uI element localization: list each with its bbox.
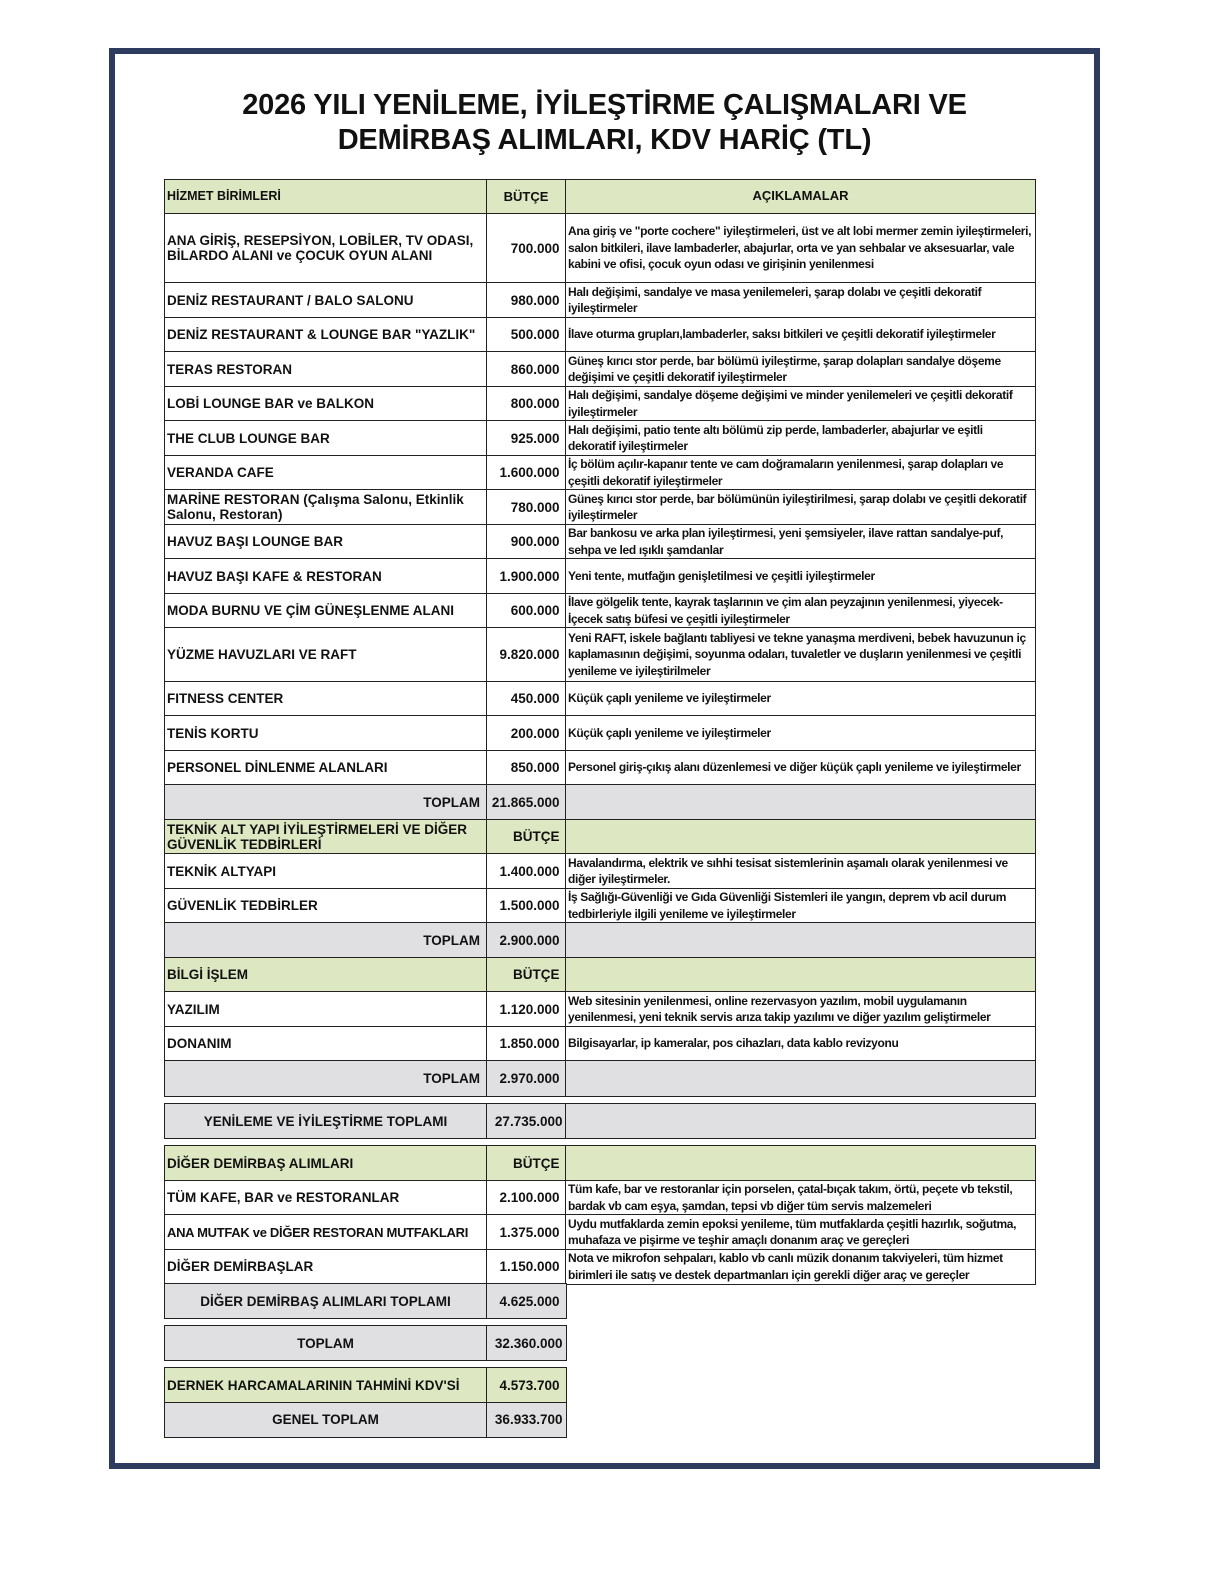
- services-total-value: 21.865.000: [486, 784, 567, 820]
- table-row: [164, 351, 1036, 387]
- summary-total-row: [164, 1325, 567, 1361]
- technical-total-empty: [565, 922, 1036, 958]
- fixtures-total-value: 4.625.000: [486, 1283, 567, 1319]
- title-line-2: DEMİRBAŞ ALIMLARI, KDV HARİÇ (TL): [337, 124, 872, 156]
- services-total-row: [164, 784, 1036, 820]
- it-header-row: [164, 957, 1036, 993]
- fixtures-budget: 1.375.000: [486, 1214, 567, 1250]
- grand-total-label: GENEL TOPLAM: [164, 1402, 487, 1438]
- header-budget: BÜTÇE: [486, 179, 567, 214]
- it-total-row: [164, 1060, 1036, 1097]
- it-description: Web sitesinin yenilenmesi, online rezervasyon yazılım, mobil uygulamanın yenilenmesi, yeni teknik servis arıza takip yazılımı ve diğer yazılım geliştirmeler: [565, 991, 1036, 1027]
- service-description: Yeni tente, mutfağın genişletilmesi ve çeşitli iyileştirmeler: [565, 558, 1036, 594]
- fixtures-name: DİĞER DEMİRBAŞLAR: [164, 1249, 487, 1285]
- it-name: YAZILIM: [164, 991, 487, 1027]
- renovation-total-label: YENİLEME VE İYİLEŞTİRME TOPLAMI: [164, 1103, 487, 1139]
- technical-description: İş Sağlığı-Güvenliği ve Gıda Güvenliği Sistemleri ile yangın, deprem vb acil durum tedbirleriyle ilgili yenileme ve iyileştirmeler: [565, 888, 1036, 924]
- table-row: [164, 1026, 1036, 1062]
- service-name: MODA BURNU VE ÇİM GÜNEŞLENME ALANI: [164, 593, 487, 629]
- table-row: [164, 1249, 1036, 1285]
- service-description: Yeni RAFT, iskele bağlantı tabliyesi ve tekne yanaşma merdiveni, bebek havuzunun iç kaplamasının değişimi, soyunma odaları, tuvaletler ve duşların yenilenmesi ve çeşitli yenileme ve iyileştirilmeler: [565, 627, 1036, 682]
- service-name: DENİZ RESTAURANT & LOUNGE BAR "YAZLIK": [164, 317, 487, 353]
- renovation-total-value: 27.735.000: [486, 1103, 567, 1139]
- technical-total-label: TOPLAM: [164, 922, 487, 958]
- service-description: Bar bankosu ve arka plan iyileştirmesi, yeni şemsiyeler, ilave rattan sandalye-puf, sehpa ve led ışıklı şamdanlar: [565, 524, 1036, 560]
- it-name: DONANIM: [164, 1026, 487, 1062]
- service-budget: 980.000: [486, 282, 567, 318]
- service-description: Halı değişimi, patio tente altı bölümü zip perde, lambaderler, abajurlar ve eşitli dekoratif iyileştirmeler: [565, 420, 1036, 456]
- service-name: DENİZ RESTAURANT / BALO SALONU: [164, 282, 487, 318]
- table-row: [164, 853, 1036, 889]
- vat-label: DERNEK HARCAMALARININ TAHMİNİ KDV'Sİ: [164, 1367, 487, 1403]
- services-total-label: TOPLAM: [164, 784, 487, 820]
- service-budget: 800.000: [486, 386, 567, 422]
- table-row: [164, 386, 1036, 422]
- service-budget: 1.900.000: [486, 558, 567, 594]
- it-header: BİLGİ İŞLEM: [164, 957, 487, 993]
- page-title: [109, 88, 1100, 158]
- technical-name: GÜVENLİK TEDBİRLER: [164, 888, 487, 924]
- service-name: MARİNE RESTORAN (Çalışma Salonu, Etkinlik Salonu, Restoran): [164, 489, 487, 525]
- fixtures-budget: 1.150.000: [486, 1249, 567, 1285]
- service-budget: 200.000: [486, 715, 567, 751]
- fixtures-budget-label: BÜTÇE: [486, 1145, 567, 1181]
- service-description: Halı değişimi, sandalye döşeme değişimi ve minder yenilemeleri ve çeşitli dekoratif iyileştirmeler: [565, 386, 1036, 422]
- it-total-label: TOPLAM: [164, 1060, 487, 1097]
- title-line-1: 2026 YILI YENİLEME, İYİLEŞTİRME ÇALIŞMALARI VE: [242, 89, 967, 121]
- service-description: Güneş kırıcı stor perde, bar bölümü iyileştirme, şarap dolapları sandalye döşeme değişimi ve çeşitli dekoratif iyileştirmeler: [565, 351, 1036, 387]
- fixtures-name: TÜM KAFE, BAR ve RESTORANLAR: [164, 1180, 487, 1216]
- service-description: Küçük çaplı yenileme ve iyileştirmeler: [565, 715, 1036, 751]
- it-budget: 1.850.000: [486, 1026, 567, 1062]
- service-name: PERSONEL DİNLENME ALANLARI: [164, 750, 487, 786]
- renovation-total-row: [164, 1103, 1036, 1139]
- table-row: [164, 750, 1036, 786]
- table-row: [164, 455, 1036, 491]
- grand-total-value: 36.933.700: [486, 1402, 567, 1438]
- fixtures-header-row: [164, 1145, 1036, 1181]
- fixtures-total-label: DİĞER DEMİRBAŞ ALIMLARI TOPLAMI: [164, 1283, 487, 1319]
- grand-total-row: [164, 1402, 567, 1438]
- service-description: İlave oturma grupları,lambaderler, saksı bitkileri ve çeşitli dekoratif iyileştirmeler: [565, 317, 1036, 353]
- technical-total-value: 2.900.000: [486, 922, 567, 958]
- table-row: [164, 420, 1036, 456]
- fixtures-header: DİĞER DEMİRBAŞ ALIMLARI: [164, 1145, 487, 1181]
- summary-total-label: TOPLAM: [164, 1325, 487, 1361]
- it-budget: 1.120.000: [486, 991, 567, 1027]
- service-budget: 900.000: [486, 524, 567, 560]
- it-total-value: 2.970.000: [486, 1060, 567, 1097]
- table-row: [164, 317, 1036, 353]
- table-row: [164, 627, 1036, 682]
- service-budget: 700.000: [486, 213, 567, 284]
- it-budget-label: BÜTÇE: [486, 957, 567, 993]
- table-row: [164, 524, 1036, 560]
- services-total-empty: [565, 784, 1036, 820]
- service-name: THE CLUB LOUNGE BAR: [164, 420, 487, 456]
- header-service-units: HİZMET BİRİMLERİ: [164, 179, 487, 214]
- table-row: [164, 991, 1036, 1027]
- service-budget: 1.600.000: [486, 455, 567, 491]
- header-descriptions: AÇIKLAMALAR: [565, 179, 1036, 214]
- service-description: İç bölüm açılır-kapanır tente ve cam doğramaların yenilenmesi, şarap dolapları ve çeşitli dekoratif iyileştirmeler: [565, 455, 1036, 491]
- technical-budget-label: BÜTÇE: [486, 819, 567, 855]
- fixtures-header-empty: [565, 1145, 1036, 1181]
- table-row: [164, 888, 1036, 924]
- table-row: [164, 213, 1036, 284]
- technical-budget: 1.400.000: [486, 853, 567, 889]
- technical-header-empty: [565, 819, 1036, 855]
- service-description: Güneş kırıcı stor perde, bar bölümünün iyileştirilmesi, şarap dolabı ve çeşitli dekoratif iyileştirmeler: [565, 489, 1036, 525]
- fixtures-description: Nota ve mikrofon sehpaları, kablo vb canlı müzik donanım takviyeleri, tüm hizmet birimleri ile satış ve destek departmanları için gerekli diğer araç ve gereçler: [565, 1249, 1036, 1285]
- table-header: [164, 179, 1036, 214]
- table-row: [164, 558, 1036, 594]
- it-header-empty: [565, 957, 1036, 993]
- table-row: [164, 489, 1036, 525]
- technical-name: TEKNİK ALTYAPI: [164, 853, 487, 889]
- service-name: ANA GİRİŞ, RESEPSİYON, LOBİLER, TV ODASI, BİLARDO ALANI ve ÇOCUK OYUN ALANI: [164, 213, 487, 284]
- service-budget: 860.000: [486, 351, 567, 387]
- service-budget: 780.000: [486, 489, 567, 525]
- service-name: HAVUZ BAŞI LOUNGE BAR: [164, 524, 487, 560]
- service-name: LOBİ LOUNGE BAR ve BALKON: [164, 386, 487, 422]
- table-row: [164, 593, 1036, 629]
- fixtures-description: Tüm kafe, bar ve restoranlar için porselen, çatal-bıçak takım, örtü, peçete vb tekstil, bardak vb cam eşya, şamdan, tepsi vb diğer tüm servis malzemeleri: [565, 1180, 1036, 1216]
- service-name: YÜZME HAVUZLARI VE RAFT: [164, 627, 487, 682]
- service-name: FITNESS CENTER: [164, 681, 487, 717]
- service-name: TERAS RESTORAN: [164, 351, 487, 387]
- vat-row: [164, 1367, 567, 1403]
- service-description: Personel giriş-çıkış alanı düzenlemesi ve diğer küçük çaplı yenileme ve iyileştirmeler: [565, 750, 1036, 786]
- table-row: [164, 681, 1036, 717]
- fixtures-budget: 2.100.000: [486, 1180, 567, 1216]
- fixtures-description: Uydu mutfaklarda zemin epoksi yenileme, tüm mutfaklarda çeşitli hazırlık, soğutma, muhafaza ve pişirme ve teşhir amaçlı donanım araç ve gereçleri: [565, 1214, 1036, 1250]
- service-budget: 925.000: [486, 420, 567, 456]
- service-description: Halı değişimi, sandalye ve masa yenilemeleri, şarap dolabı ve çeşitli dekoratif iyileştirmeler: [565, 282, 1036, 318]
- table-row: [164, 1180, 1036, 1216]
- technical-total-row: [164, 922, 1036, 958]
- summary-total-value: 32.360.000: [486, 1325, 567, 1361]
- technical-header: TEKNİK ALT YAPI İYİLEŞTİRMELERİ VE DİĞER GÜVENLİK TEDBİRLERİ: [164, 819, 487, 855]
- table-row: [164, 1214, 1036, 1250]
- service-description: İlave gölgelik tente, kayrak taşlarının ve çim alan peyzajının yenilenmesi, yiyecek-İçecek satış büfesi ve çeşitli iyileştirmeler: [565, 593, 1036, 629]
- fixtures-name: ANA MUTFAK ve DİĞER RESTORAN MUTFAKLARI: [164, 1214, 487, 1250]
- fixtures-total-row: [164, 1283, 567, 1319]
- table-row: [164, 715, 1036, 751]
- service-budget: 450.000: [486, 681, 567, 717]
- service-budget: 600.000: [486, 593, 567, 629]
- service-budget: 9.820.000: [486, 627, 567, 682]
- technical-budget: 1.500.000: [486, 888, 567, 924]
- service-description: Küçük çaplı yenileme ve iyileştirmeler: [565, 681, 1036, 717]
- service-name: VERANDA CAFE: [164, 455, 487, 491]
- service-budget: 850.000: [486, 750, 567, 786]
- table-row: [164, 282, 1036, 318]
- technical-description: Havalandırma, elektrik ve sıhhi tesisat sistemlerinin aşamalı olarak yenilenmesi ve diğer iyileştirmeler.: [565, 853, 1036, 889]
- service-description: Ana giriş ve "porte cochere" iyileştirmeleri, üst ve alt lobi mermer zemin iyileştirmeleri, salon bitkileri, ilave lambaderler, abajurlar, orta ve yan sehbalar ve aksesuarlar, vale kabini ve ofisi, çocuk oyun odası ve girişinin yenilenmesi: [565, 213, 1036, 284]
- it-description: Bilgisayarlar, ip kameralar, pos cihazları, data kablo revizyonu: [565, 1026, 1036, 1062]
- vat-value: 4.573.700: [486, 1367, 567, 1403]
- service-name: TENİS KORTU: [164, 715, 487, 751]
- technical-header-row: [164, 819, 1036, 855]
- it-total-empty: [565, 1060, 1036, 1097]
- renovation-total-empty: [565, 1103, 1036, 1139]
- service-name: HAVUZ BAŞI KAFE & RESTORAN: [164, 558, 487, 594]
- service-budget: 500.000: [486, 317, 567, 353]
